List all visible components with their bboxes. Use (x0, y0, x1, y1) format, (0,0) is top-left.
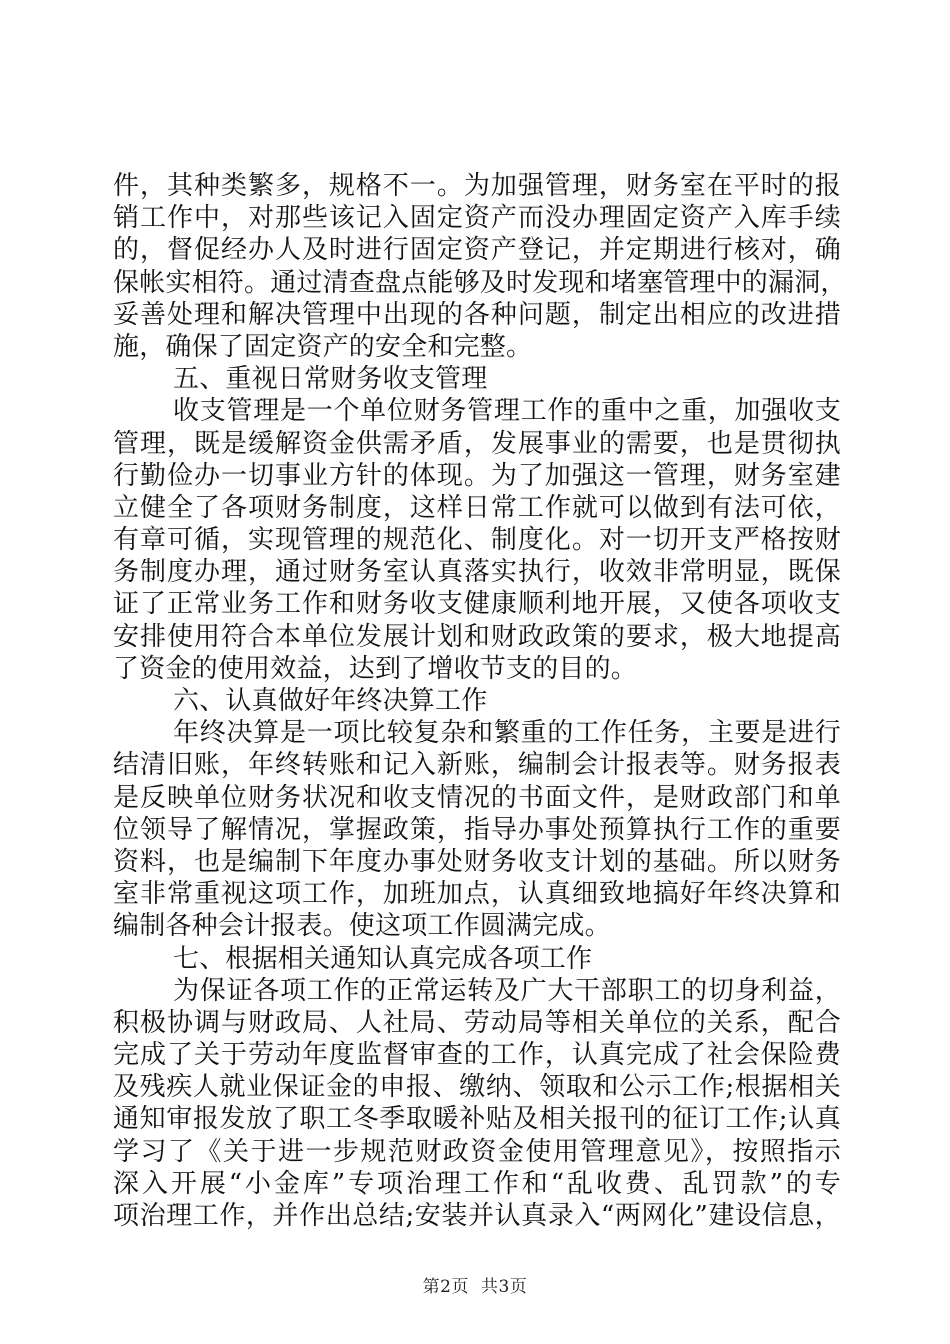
text-line: 位领导了解情况，掌握政策，指导办事处预算执行工作的重要 (113, 814, 841, 845)
text-line: 行勤俭办一切事业方针的体现。为了加强这一管理，财务室建 (113, 460, 841, 491)
text-line: 的，督促经办人及时进行固定资产登记，并定期进行核对，确 (113, 235, 841, 266)
text-line: 务制度办理，通过财务室认真落实执行，收效非常明显，既保 (113, 557, 841, 588)
section-heading: 五、重视日常财务收支管理 (173, 364, 488, 395)
document-body (113, 170, 847, 1232)
text-line: 安排使用符合本单位发展计划和财政政策的要求，极大地提高 (113, 621, 841, 652)
section-heading: 七、根据相关通知认真完成各项工作 (173, 943, 593, 974)
text-line: 管理，既是缓解资金供需矛盾，发展事业的需要，也是贯彻执 (113, 428, 841, 459)
text-line: 施，确保了固定资产的安全和完整。 (113, 331, 533, 362)
text-line: 了资金的使用效益，达到了增收节支的目的。 (113, 653, 638, 684)
page-total: 共3页 (481, 1277, 528, 1297)
text-line: 深入开展“小金库”专项治理工作和“乱收费、乱罚款”的专 (113, 1168, 841, 1199)
text-line: 完成了关于劳动年度监督审查的工作，认真完成了社会保险费 (113, 1040, 841, 1071)
text-line: 收支管理是一个单位财务管理工作的重中之重，加强收支 (173, 396, 841, 427)
text-line: 件，其种类繁多，规格不一。为加强管理，财务室在平时的报 (113, 171, 841, 201)
text-line: 项治理工作，并作出总结;安装并认真录入“两网化”建设信息， (113, 1201, 841, 1231)
text-line: 年终决算是一项比较复杂和繁重的工作任务，主要是进行 (173, 718, 841, 749)
text-line: 结清旧账，年终转账和记入新账，编制会计报表等。财务报表 (113, 750, 841, 781)
text-line: 积极协调与财政局、人社局、劳动局等相关单位的关系，配合 (113, 1007, 841, 1038)
text-line: 是反映单位财务状况和收支情况的书面文件，是财政部门和单 (113, 782, 841, 813)
text-line: 及残疾人就业保证金的申报、缴纳、领取和公示工作;根据相关 (113, 1072, 841, 1103)
text-line: 妥善处理和解决管理中出现的各种问题，制定出相应的改进措 (113, 299, 841, 330)
text-line: 为保证各项工作的正常运转及广大干部职工的切身利益， (173, 975, 841, 1006)
text-line: 资料，也是编制下年度办事处财务收支计划的基础。所以财务 (113, 846, 841, 877)
text-line: 立健全了各项财务制度，这样日常工作就可以做到有法可依， (113, 492, 841, 523)
text-line: 室非常重视这项工作，加班加点，认真细致地搞好年终决算和 (113, 879, 841, 910)
page-footer (0, 1272, 950, 1297)
text-line: 编制各种会计报表。使这项工作圆满完成。 (113, 911, 611, 942)
text-line: 保帐实相符。通过清查盘点能够及时发现和堵塞管理中的漏洞， (113, 267, 847, 298)
text-line: 有章可循，实现管理的规范化、制度化。对一切开支严格按财 (113, 525, 841, 556)
text-line: 学习了《关于进一步规范财政资金使用管理意见》，按照指示 (113, 1136, 841, 1167)
section-heading: 六、认真做好年终决算工作 (173, 686, 488, 716)
text-line: 通知审报发放了职工冬季取暖补贴及相关报刊的征订工作;认真 (113, 1104, 841, 1135)
text-line: 证了正常业务工作和财务收支健康顺利地开展，又使各项收支 (113, 589, 841, 620)
page-number: 第2页 (422, 1277, 469, 1297)
text-line: 销工作中，对那些该记入固定资产而没办理固定资产入库手续 (113, 203, 841, 234)
